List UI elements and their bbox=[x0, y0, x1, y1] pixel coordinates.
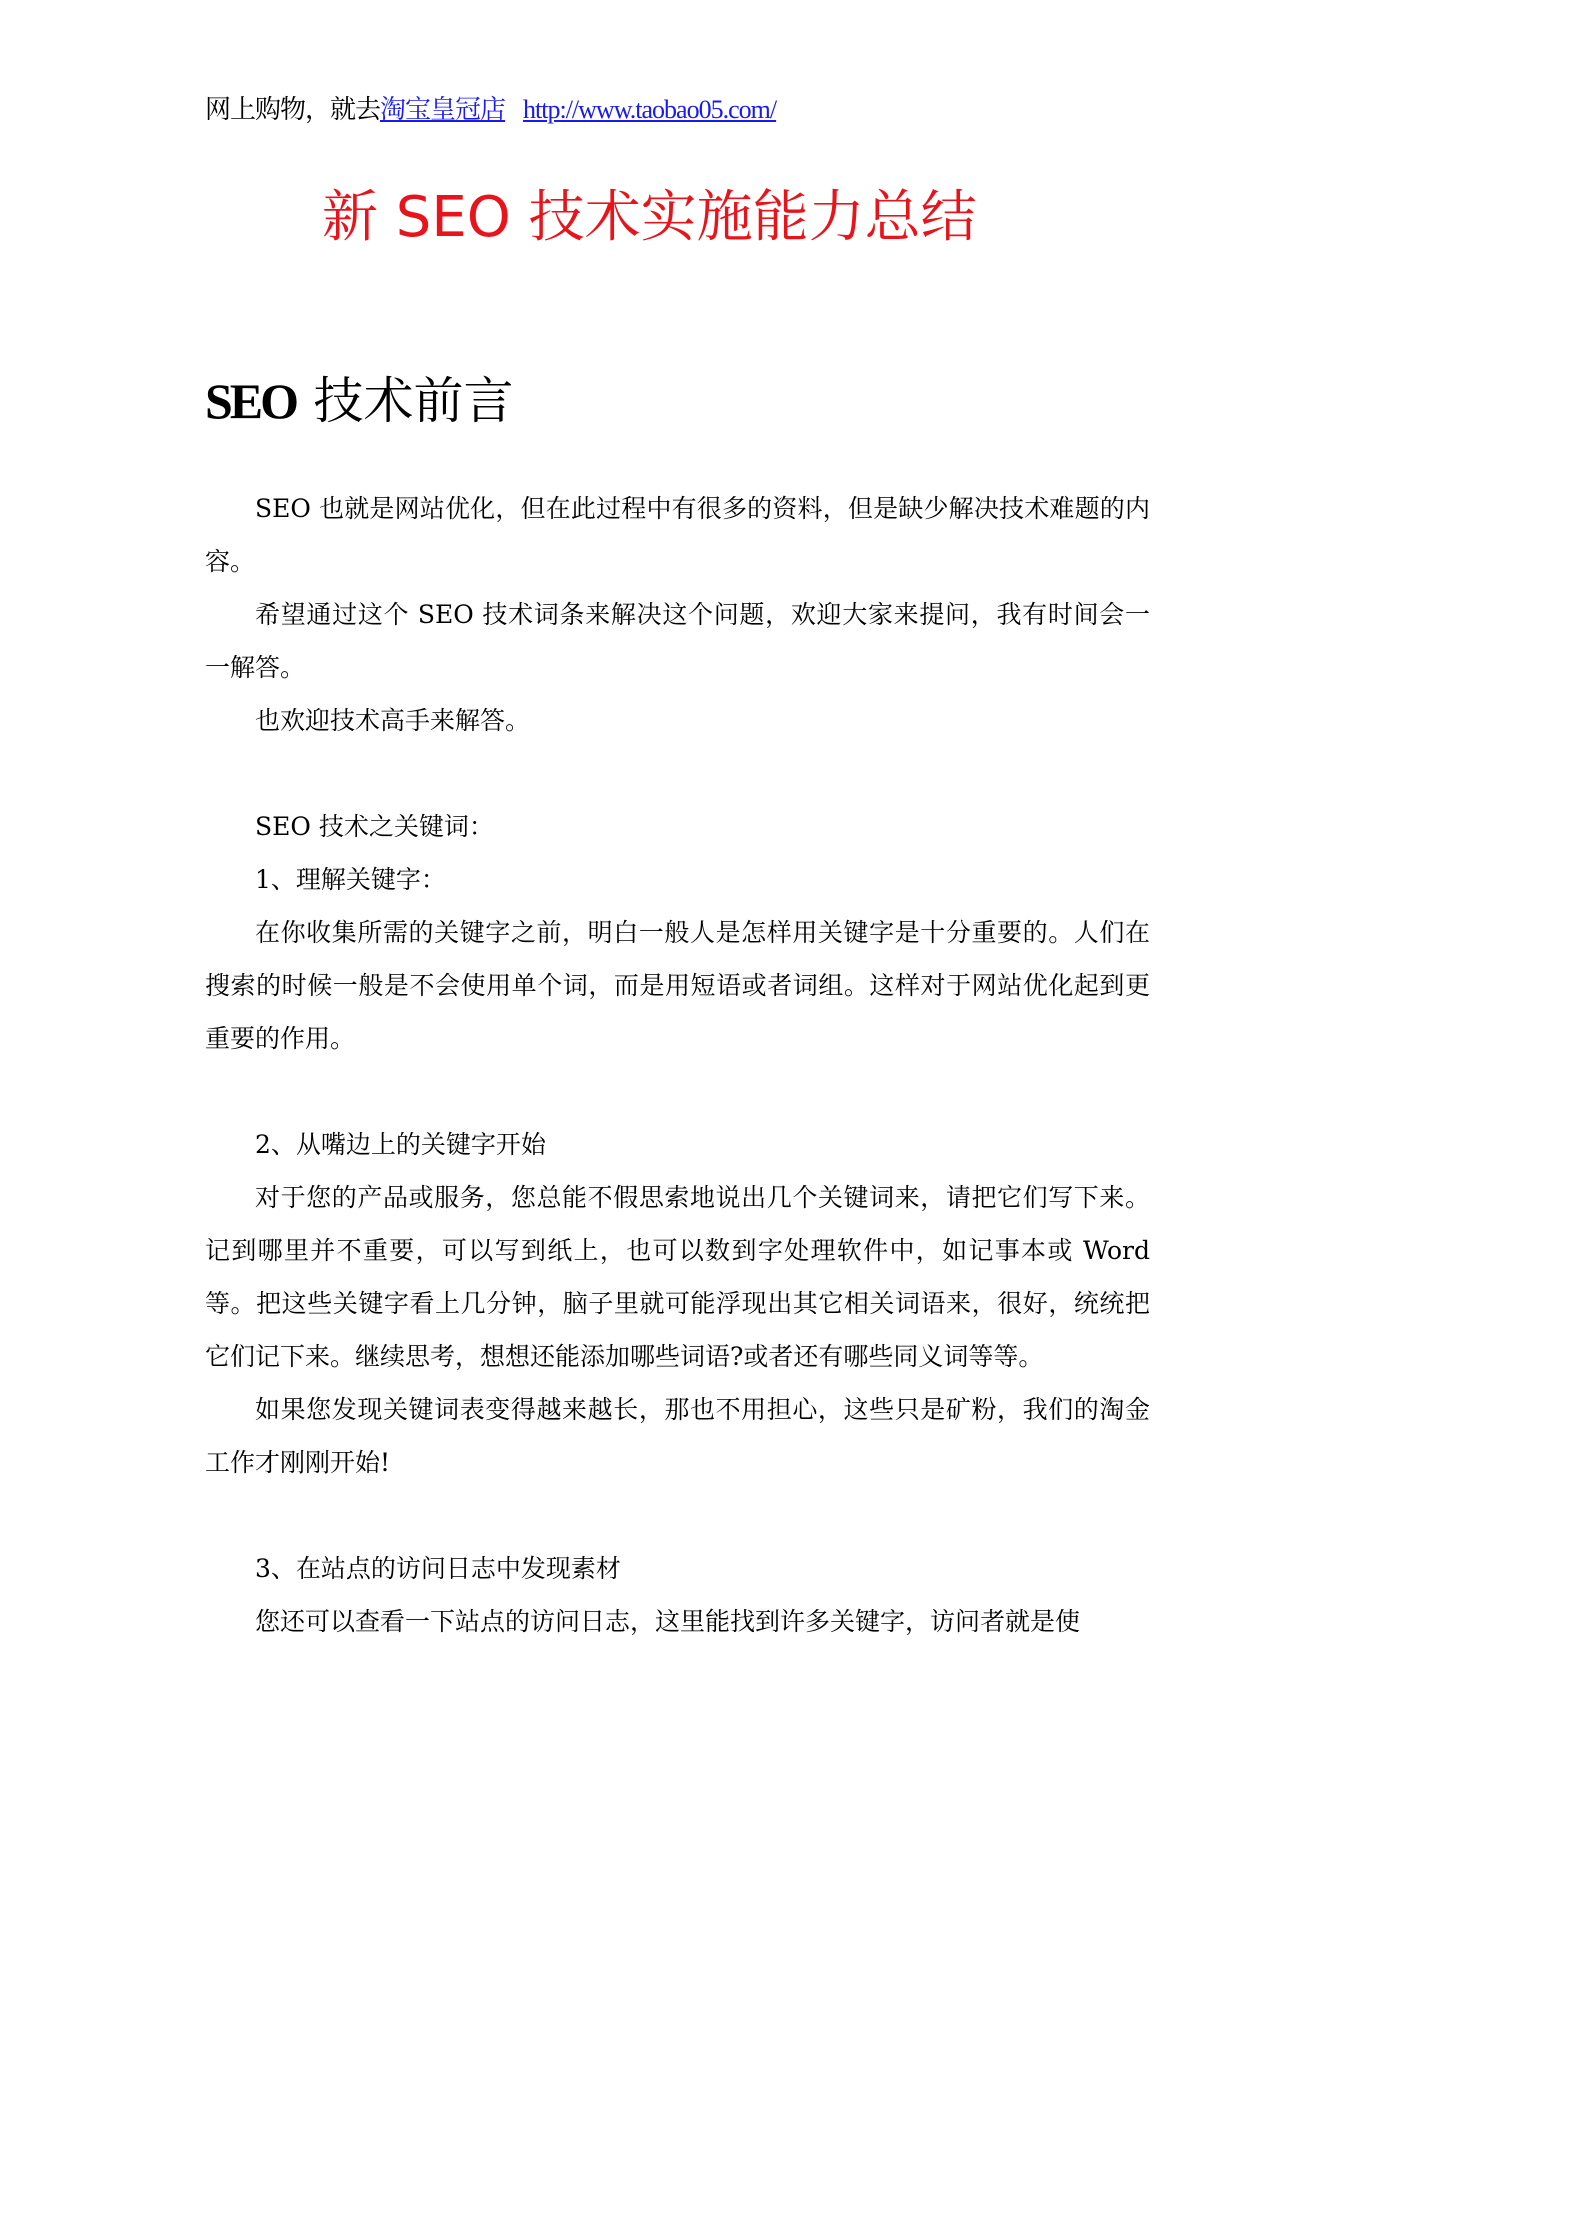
paragraph-item-1-heading: 1、理解关键字： bbox=[255, 865, 446, 894]
paragraph-item-3-body: 您还可以查看一下站点的访问日志，这里能找到许多关键字，访问者就是使 bbox=[255, 1607, 1081, 1636]
section-heading bbox=[205, 366, 513, 436]
paragraph-item-2-body: 对于您的产品或服务，您总能不假思索地说出几个关键词来，请把它们写下来。记到哪里并不重要，可以写到纸上，也可以数到字处理软件中，如记事本或 Word 等。把这些关键字看上几分钟，脑子里就可能浮现出其它相关词语来，很好，统统把它们记下来。继续思考，想想还能添加哪些词语?或者还有哪些同义词等等。 bbox=[205, 1183, 1150, 1371]
body-text bbox=[205, 482, 1150, 1648]
paragraph-item-2-heading: 2、从嘴边上的关键字开始 bbox=[255, 1130, 546, 1159]
url-link[interactable]: http://www.taobao05.com/ bbox=[523, 95, 777, 124]
blank-line bbox=[205, 1489, 1150, 1542]
paragraph-welcome: 也欢迎技术高手来解答。 bbox=[255, 706, 531, 735]
paragraph-keywords-heading: SEO 技术之关键词： bbox=[255, 812, 494, 841]
paragraph-item-2-body-2: 如果您发现关键词表变得越来越长，那也不用担心，这些只是矿粉，我们的淘金工作才刚刚开始! bbox=[205, 1395, 1150, 1477]
banner-prefix: 网上购物，就去 bbox=[205, 95, 381, 124]
section-heading-cjk: 技术前言 bbox=[313, 372, 514, 430]
paragraph-hope: 希望通过这个 SEO 技术词条来解决这个问题，欢迎大家来提问，我有时间会一一解答。 bbox=[205, 600, 1150, 682]
section-heading-latin: SEO bbox=[205, 373, 297, 429]
paragraph-item-1-body: 在你收集所需的关键字之前，明白一般人是怎样用关键字是十分重要的。人们在搜索的时候一般是不会使用单个词，而是用短语或者词组。这样对于网站优化起到更重要的作用。 bbox=[205, 918, 1150, 1053]
blank-line bbox=[205, 747, 1150, 800]
shop-link[interactable]: 淘宝皇冠店 bbox=[380, 95, 506, 124]
top-banner bbox=[205, 90, 776, 130]
blank-line bbox=[205, 1065, 1150, 1118]
paragraph-item-3-heading: 3、在站点的访问日志中发现素材 bbox=[255, 1554, 621, 1583]
document-title: 新 SEO 技术实施能力总结 bbox=[322, 185, 977, 250]
paragraph-intro: SEO 也就是网站优化，但在此过程中有很多的资料，但是缺少解决技术难题的内容。 bbox=[205, 494, 1150, 576]
